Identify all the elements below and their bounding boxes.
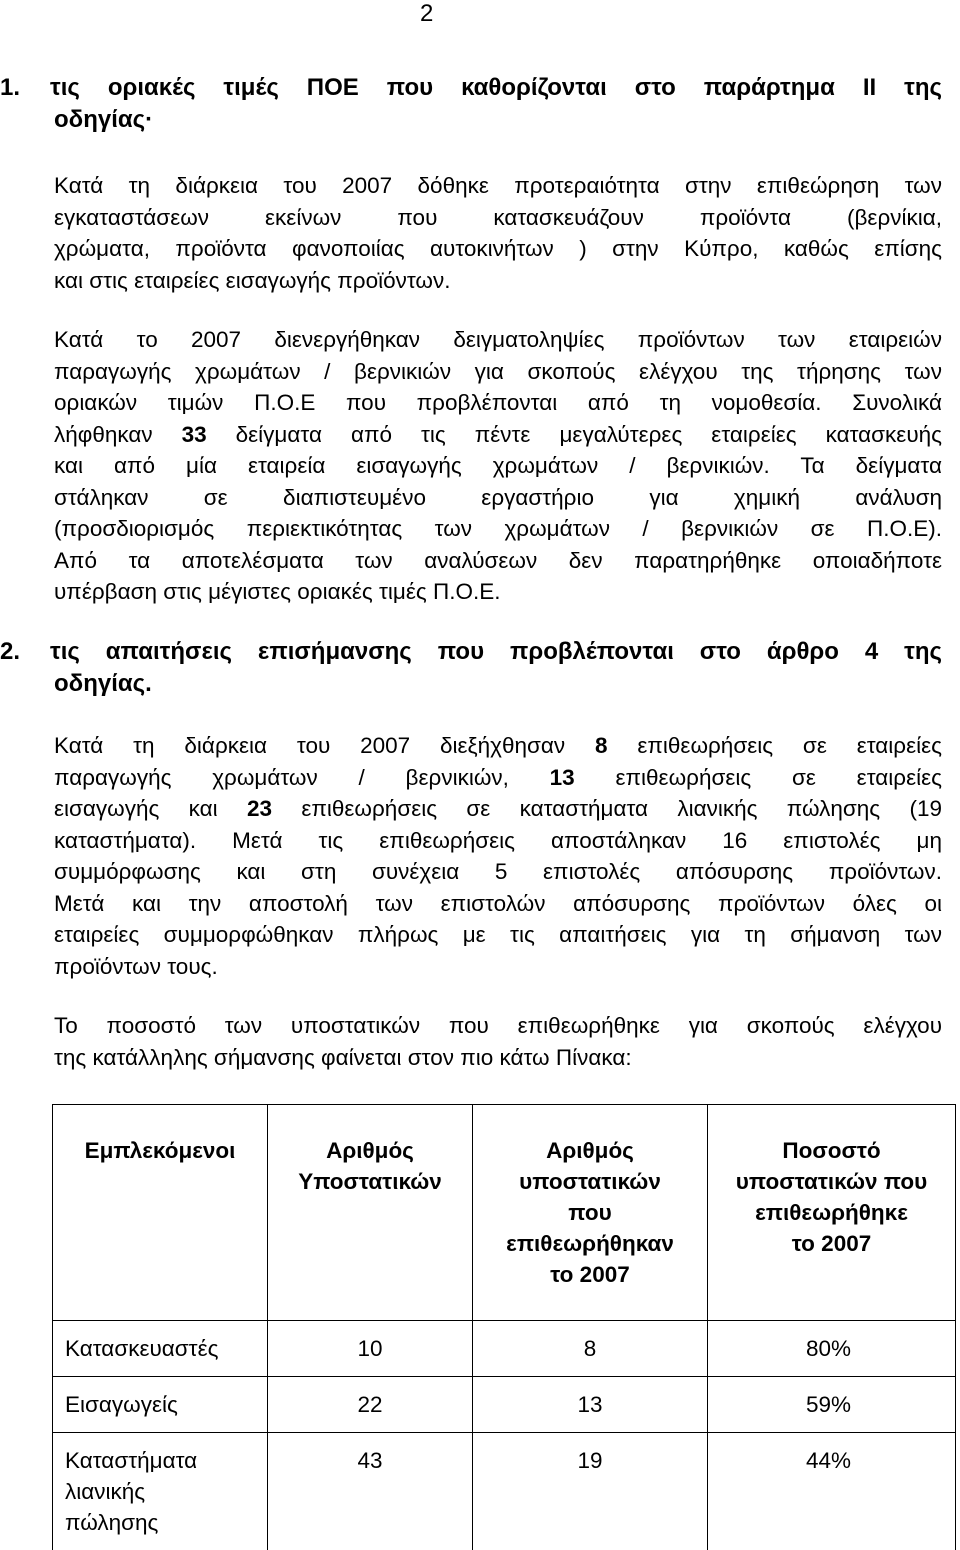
text-line: εισαγωγής και 23 επιθεωρήσεις σε καταστήματα λιανικής πώλησης (19 xyxy=(54,793,942,825)
text-line: καταστήματα). Μετά τις επιθεωρήσεις αποστάληκαν 16 επιστολές μη xyxy=(54,825,942,857)
row-label: Καταστήματα λιανικής πώλησης xyxy=(53,1433,268,1550)
cell-total: 43 xyxy=(268,1433,473,1550)
text-line: χρώματα, προϊόντα φανοποιίας αυτοκινήτων ) στην Κύπρο, καθώς επίσης xyxy=(54,233,942,265)
cell-total: 22 xyxy=(268,1377,473,1433)
section-1-heading xyxy=(0,72,942,104)
section-1-number: 1. xyxy=(0,72,50,104)
text-line: Κατά τη διάρκεια του 2007 διεξήχθησαν 8 επιθεωρήσεις σε εταιρείες xyxy=(54,730,942,762)
text-line: λήφθηκαν 33 δείγματα από τις πέντε μεγαλύτερες εταιρείες κατασκευής xyxy=(54,419,942,451)
section-2-paragraph-2 xyxy=(54,1010,942,1073)
page-number: 2 xyxy=(420,0,433,28)
section-1-paragraph-2 xyxy=(54,324,942,608)
section-2-heading-line-2: οδηγίας. xyxy=(54,670,152,697)
section-1-paragraph-1 xyxy=(54,170,942,296)
text-line: και στις εταιρείες εισαγωγής προϊόντων. xyxy=(54,265,942,297)
text-line: συμμόρφωσης και στη συνέχεια 5 επιστολές απόσυρσης προϊόντων. xyxy=(54,856,942,888)
text-line: παραγωγής χρωμάτων / βερνικιών, 13 επιθεωρήσεις σε εταιρείες xyxy=(54,762,942,794)
inspection-table xyxy=(52,1104,956,1550)
section-1-heading-line-1: τις οριακές τιμές ΠΟΕ που καθορίζονται στο παράρτημα ΙΙ της xyxy=(50,74,942,101)
text-line: και από μία εταιρεία εισαγωγής χρωμάτων / βερνικιών. Τα δείγματα xyxy=(54,450,942,482)
cell-percent: 59% xyxy=(708,1377,956,1433)
section-2-number: 2. xyxy=(0,636,50,668)
text-line: υπέρβαση στις μέγιστες οριακές τιμές Π.Ο.Ε. xyxy=(54,576,942,608)
cell-inspected: 13 xyxy=(473,1377,708,1433)
column-header-involved: Εμπλεκόμενοι xyxy=(53,1105,268,1321)
text-line: Μετά και την αποστολή των επιστολών απόσυρσης προϊόντων όλες οι xyxy=(54,888,942,920)
text-line: της κατάλληλης σήμανσης φαίνεται στον πιο κάτω Πίνακα: xyxy=(54,1042,942,1074)
text-line: Το ποσοστό των υποστατικών που επιθεωρήθηκε για σκοπούς ελέγχου xyxy=(54,1010,942,1042)
row-label: Κατασκευαστές xyxy=(53,1321,268,1377)
table-row xyxy=(53,1377,956,1433)
table-row xyxy=(53,1321,956,1377)
table-row xyxy=(53,1433,956,1550)
column-header-total-premises: Αριθμός Υποστατικών xyxy=(268,1105,473,1321)
text-line: προϊόντων τους. xyxy=(54,951,942,983)
cell-inspected: 8 xyxy=(473,1321,708,1377)
row-label: Εισαγωγείς xyxy=(53,1377,268,1433)
section-1-heading-line-2: οδηγίας· xyxy=(54,106,153,133)
text-line: Κατά τη διάρκεια του 2007 δόθηκε προτεραιότητα στην επιθεώρηση των xyxy=(54,170,942,202)
section-1-heading-cont xyxy=(54,104,454,136)
section-2-heading-cont xyxy=(54,668,454,700)
table-header-row xyxy=(53,1105,956,1321)
text-line: (προσδιορισμός περιεκτικότητας των χρωμάτων / βερνικιών σε Π.Ο.Ε). xyxy=(54,513,942,545)
text-line: Από τα αποτελέσματα των αναλύσεων δεν παρατηρήθηκε οποιαδήποτε xyxy=(54,545,942,577)
cell-percent: 80% xyxy=(708,1321,956,1377)
text-line: στάληκαν σε διαπιστευμένο εργαστήριο για χημική ανάλυση xyxy=(54,482,942,514)
section-2-heading-line-1: τις απαιτήσεις επισήμανσης που προβλέπονται στο άρθρο 4 της xyxy=(50,638,942,665)
column-header-percentage: Ποσοστό υποστατικών που επιθεωρήθηκε το 2007 xyxy=(708,1105,956,1321)
column-header-inspected-premises: Αριθμός υποστατικών που επιθεωρήθηκαν το 2007 xyxy=(473,1105,708,1321)
section-2-paragraph-1 xyxy=(54,730,942,982)
cell-total: 10 xyxy=(268,1321,473,1377)
cell-percent: 44% xyxy=(708,1433,956,1550)
text-line: εγκαταστάσεων εκείνων που κατασκευάζουν προϊόντα (βερνίκια, xyxy=(54,202,942,234)
text-line: οριακών τιμών Π.Ο.Ε που προβλέπονται από τη νομοθεσία. Συνολικά xyxy=(54,387,942,419)
cell-inspected: 19 xyxy=(473,1433,708,1550)
text-line: παραγωγής χρωμάτων / βερνικιών για σκοπούς ελέγχου της τήρησης των xyxy=(54,356,942,388)
text-line: εταιρείες συμμορφώθηκαν πλήρως με τις απαιτήσεις για τη σήμανση των xyxy=(54,919,942,951)
section-2-heading xyxy=(0,636,942,668)
text-line: Κατά το 2007 διενεργήθηκαν δειγματοληψίες προϊόντων των εταιρειών xyxy=(54,324,942,356)
